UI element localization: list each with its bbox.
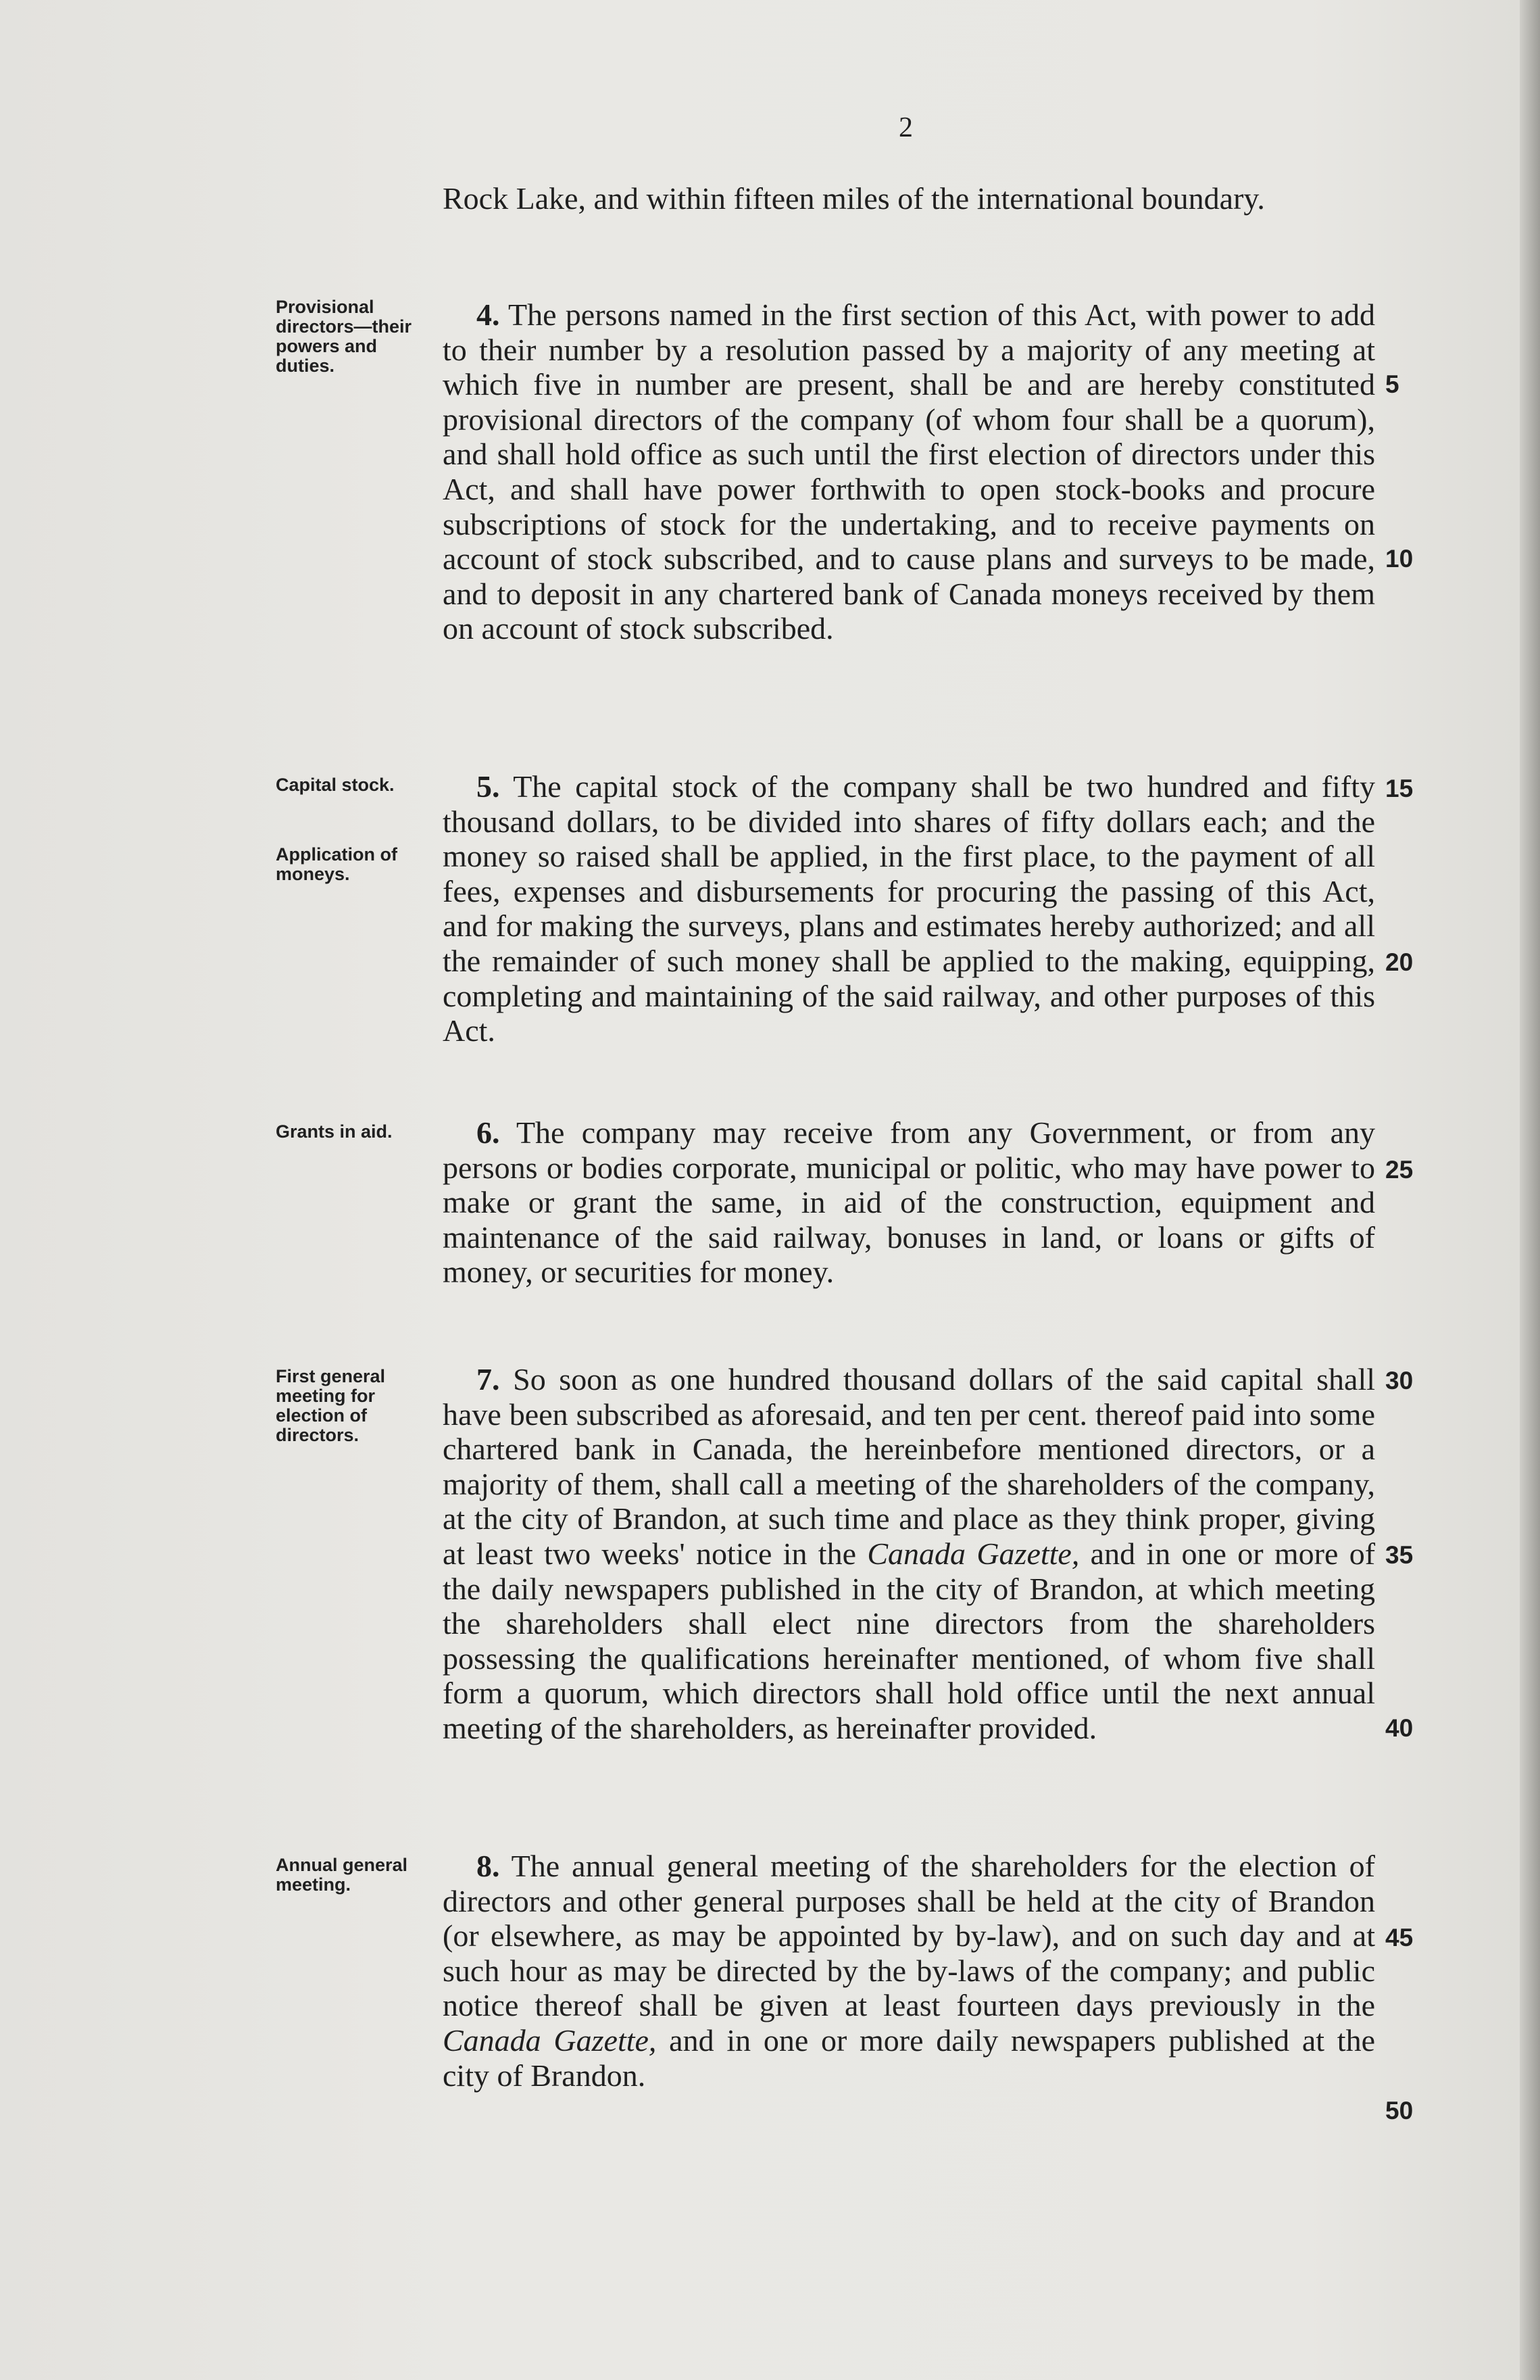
sidenote-provisional-directors: Provisional directors—their powers and duties.	[276, 297, 412, 376]
line-number: 5	[1385, 370, 1399, 398]
line-number: 15	[1385, 775, 1414, 802]
section-8	[443, 1849, 1375, 2093]
line-number: 50	[1385, 2097, 1414, 2124]
section-6	[443, 1115, 1375, 1290]
section-5	[443, 769, 1375, 1048]
section-number: 6.	[476, 1115, 500, 1150]
section-text: The company may receive from any Government, or from any persons or bodies corporate, municipal or politic, who may have power to make or grant the same, in aid of the construction, equipment and maintenance of the said railway, bonuses in land, or loans or gifts of money, or securities for money.	[443, 1115, 1375, 1290]
gazette-title: Canada Gazette,	[867, 1536, 1080, 1571]
sidenote-first-general-meeting: First general meeting for election of directors.	[276, 1366, 386, 1445]
sidenote-application-of-moneys: Application of moneys.	[276, 844, 397, 884]
section-7	[443, 1362, 1375, 1746]
paragraph-intro	[443, 181, 1375, 216]
gazette-title: Canada Gazette,	[443, 2022, 657, 2058]
line-number: 10	[1385, 545, 1414, 573]
sidenote-capital-stock: Capital stock.	[276, 775, 395, 795]
section-number: 5.	[476, 769, 500, 804]
section-text-before: So soon as one hundred thousand dollars of the said capital shall have been subscribed as aforesaid, and ten per cent. thereof paid into some chartered bank in Canada, the hereinbefore mentioned directors, or a majority of them, shall call a meeting of the shareholders of the company, at the city of Brandon, at such time and place as they think proper, giving at least two weeks' notice in the	[443, 1362, 1376, 1571]
section-text-after: and in one or more daily newspapers published at the city of Brandon.	[443, 2022, 1376, 2093]
section-text-after: and in one or more of the daily newspapers published in the city of Brandon, at which meeting the shareholders shall elect nine directors from the shareholders possessing the qualifications hereinafter mentioned, of whom five shall form a quorum, which directors shall hold office until the next annual meeting of the shareholders, as hereinafter provided.	[443, 1536, 1376, 1745]
sidenote-grants-in-aid: Grants in aid.	[276, 1121, 393, 1142]
page-edge-shadow	[1520, 0, 1540, 2380]
sidenote-annual-general-meeting: Annual general meeting.	[276, 1855, 408, 1895]
paragraph-text: Rock Lake, and within fifteen miles of the international boundary.	[443, 181, 1265, 216]
section-text: The persons named in the first section of this Act, with power to add to their number by a resolution passed by a majority of any meeting at which five in number are present, shall be and are hereby constituted provisional directors of the company (of whom four shall be a quorum), and shall hold office as such until the first election of directors under this Act, and shall have power forthwith to open stock-books and procure subscriptions of stock for the undertaking, and to receive payments on account of stock subscribed, and to cause plans and surveys to be made, and to deposit in any chartered bank of Canada moneys received by them on account of stock subscribed.	[443, 297, 1375, 646]
line-number: 20	[1385, 948, 1414, 976]
section-number: 4.	[476, 297, 500, 332]
line-number: 35	[1385, 1541, 1414, 1569]
section-number: 8.	[476, 1849, 500, 1883]
section-4	[443, 297, 1375, 646]
line-number: 45	[1385, 1924, 1414, 1951]
line-number: 40	[1385, 1714, 1414, 1742]
section-text-before: The annual general meeting of the shareholders for the election of directors and other general purposes shall be held at the city of Brandon (or elsewhere, as may be appointed by by-law), and on such day and at such hour as may be directed by the by-laws of the company; and public notice thereof shall be given at least fourteen days previously in the	[443, 1849, 1375, 2023]
line-number: 30	[1385, 1367, 1414, 1394]
line-number: 25	[1385, 1156, 1414, 1184]
page-number: 2	[899, 112, 913, 143]
section-number: 7.	[476, 1362, 500, 1397]
section-text: The capital stock of the company shall be two hundred and fifty thousand dollars, to be divided into shares of fifty dollars each; and the money so raised shall be applied, in the first place, to the payment of all fees, expenses and disbursements for procuring the passing of this Act, and for making the surveys, plans and estimates hereby authorized; and all the remainder of such money shall be applied to the making, equipping, completing and maintaining of the said railway, and other purposes of this Act.	[443, 769, 1375, 1048]
